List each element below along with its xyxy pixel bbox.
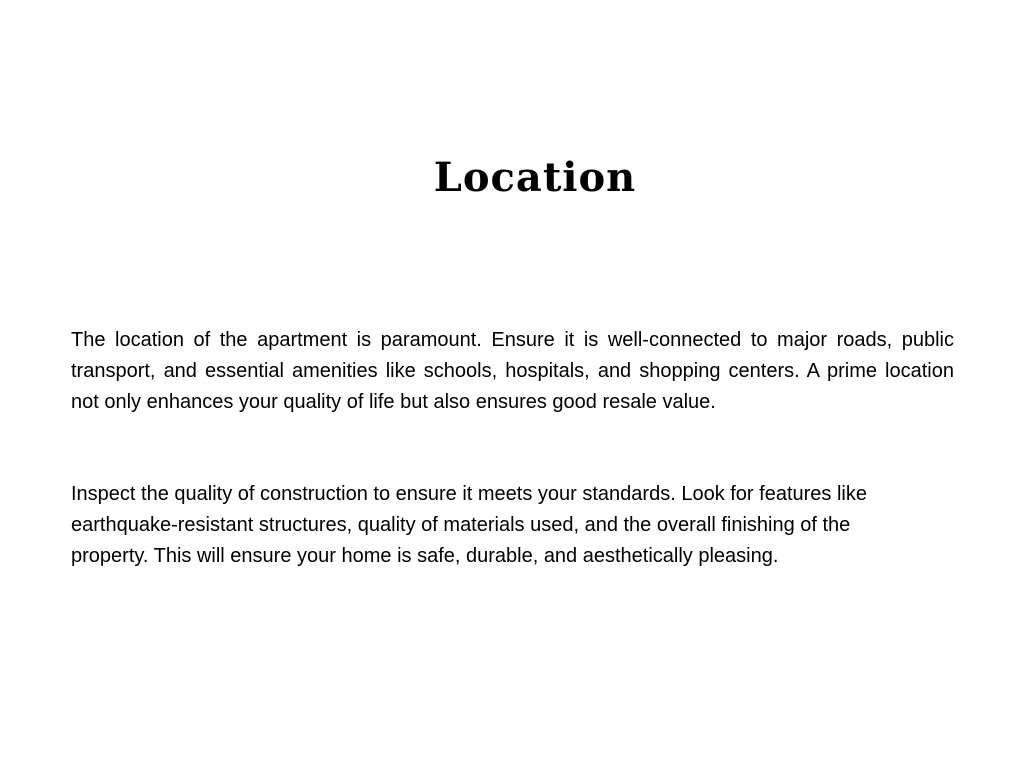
construction-paragraph: Inspect the quality of construction to ensure it meets your standards. Look for features like earthquake-resistant structures, quality of materials used, and the overall finishing of the property. This will ensure your home is safe, durable, and aesthetically pleasing. (71, 483, 867, 567)
slide-title: Location (433, 154, 637, 201)
location-paragraph: The location of the apartment is paramount. Ensure it is well-connected to major roads, public transport, and essential amenities like schools, hospitals, and shopping centers. A prime location not only enhances your quality of life but also ensures good resale value. (71, 329, 954, 413)
